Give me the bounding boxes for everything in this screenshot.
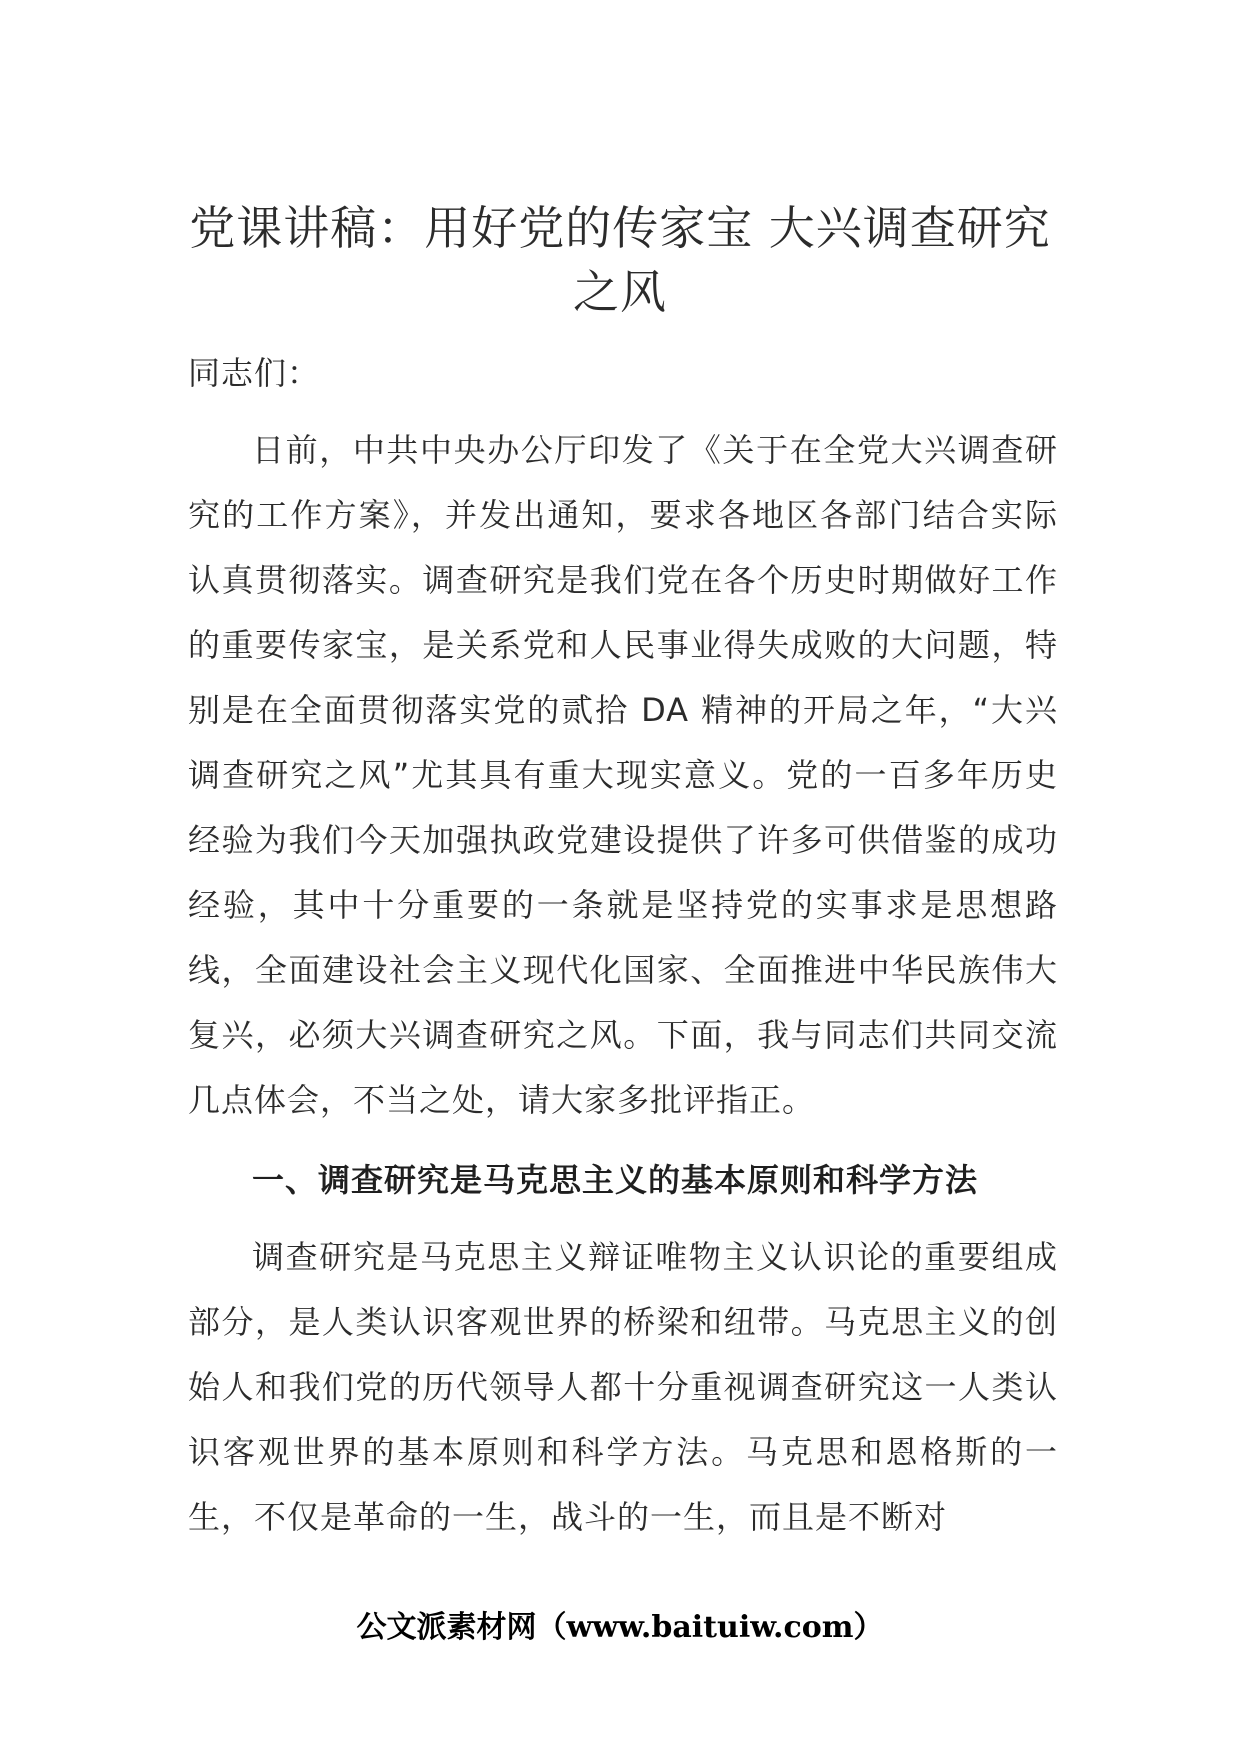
section-heading-1: 一、调查研究是马克思主义的基本原则和科学方法 [252, 1161, 979, 1199]
intro-paragraph: 日前，中共中央办公厅印发了《关于在全党大兴调查研究的工作方案》，并发出通知，要求各地区各部门结合实际认真贯彻落实。调查研究是我们党在各个历史时期做好工作的重要传家宝，是关系党和人民事业得失成败的大问题，特别是在全面贯彻落实党的贰拾 DA 精神的开局之年，“大兴调查研究之风”尤其具有重大现实意义。党的一百多年历史经验为我们今天加强执政党建设提供了许多可供借鉴的成功经验，其中十分重要的一条就是坚持党的实事求是思想路线，全面建设社会主义现代化国家、全面推进中华民族伟大复兴，必须大兴调查研究之风。下面，我与同志们共同交流几点体会，不当之处，请大家多批评指正。 [188, 431, 1058, 1119]
document-title: 党课讲稿：用好党的传家宝 大兴调查研究之风 [189, 201, 1051, 319]
document-body [188, 350, 1058, 1550]
salutation: 同志们： [188, 354, 321, 392]
footer-watermark: 公文派素材网（www.baituiw.com） [356, 1610, 884, 1645]
section-1-paragraph: 调查研究是马克思主义辩证唯物主义认识论的重要组成部分，是人类认识客观世界的桥梁和纽带。马克思主义的创始人和我们党的历代领导人都十分重视调查研究这一人类认识客观世界的基本原则和科学方法。马克思和恩格斯的一生，不仅是革命的一生，战斗的一生，而且是不断对 [188, 1238, 1058, 1536]
